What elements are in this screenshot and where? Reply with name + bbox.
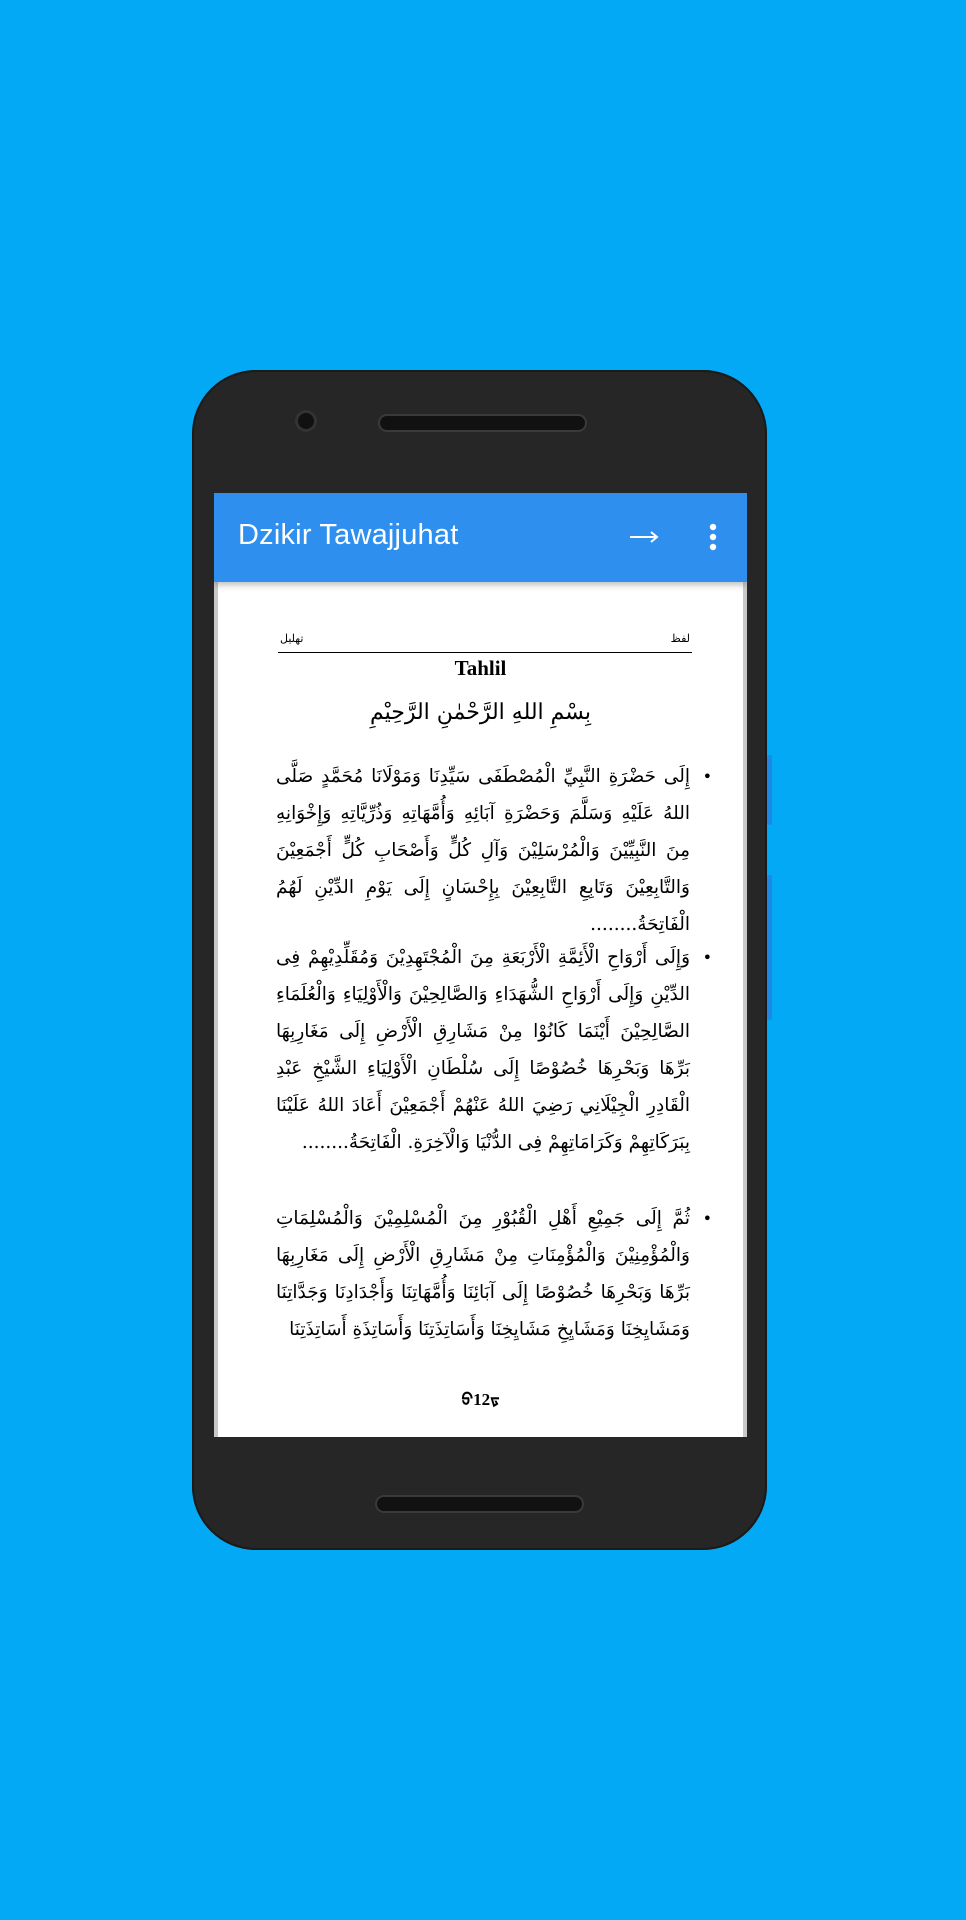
app-bar [214,493,747,582]
bullet-1: • [702,767,712,786]
page-number: ᢒ12ᢑ [461,1390,500,1409]
bullet-2: • [702,948,712,967]
more-vert-icon[interactable] [703,517,723,557]
basmala-text: بِسْمِ اللهِ الرَّحْمٰنِ الرَّحِيْمِ [369,700,592,725]
arrow-right-icon-svg [624,517,664,557]
more-vert-icon-svg [703,517,723,557]
bullet-3: • [702,1209,712,1228]
app-title: Dzikir Tawajjuhat [238,519,459,551]
phone-frame [192,370,767,1550]
device-screen [214,493,747,1437]
arrow-right-icon[interactable] [624,517,664,557]
paragraph-2 [276,939,712,1161]
volume-button [767,875,772,1020]
bottom-speaker [377,1497,582,1511]
header-right-label: لفظ [670,632,690,645]
header-left-label: تهليل [280,632,304,645]
paragraph-1-text: إِلَى حَضْرَةِ النَّبِيِّ الْمُصْطَفَى سَيِّدِنَا وَمَوْلَانَا مُحَمَّدٍ صَلَّى اللهُ عَلَيْهِ وَسَلَّمَ وَحَضْرَةِ آبَائِهِ وَأُمَّهَاتِهِ وَذُرِّيَّاتِهِ وَإِخْوَانِهِ مِنَ النَّبِيِّيْنَ وَالْمُرْسَلِيْنَ وَآلِ كُلٍّ وَأَصْحَابِ كُلٍّ أَجْمَعِيْنَ وَالتَّابِعِيْنَ وَتَابِعِ التَّابِعِيْنَ بِإِحْسَانٍ إِلَى يَوْمِ الدِّيْنِ لَهُمُ الْفَاتِحَةُ........ [276,766,690,935]
front-camera [298,413,314,429]
paragraph-1 [276,758,712,943]
page-header [278,630,692,653]
paragraph-3-text: ثُمَّ إِلَى جَمِيْعِ أَهْلِ الْقُبُوْرِ مِنَ الْمُسْلِمِيْنَ وَالْمُسْلِمَاتِ وَالْمُؤْمِنِيْنَ وَالْمُؤْمِنَاتِ مِنْ مَشَارِقِ الْأَرْضِ إِلَى مَغَارِبِهَا بَرِّهَا وَبَحْرِهَا خُصُوْصًا إِلَى آبَائِنَا وَأُمَّهَاتِنَا وَأَجْدَادِنَا وَجَدَّاتِنَا وَمَشَايِخِنَا وَمَشَايِخِ مَشَايِخِنَا وَأَسَاتِذَتِنَا وَأَسَاتِذَةِ أَسَاتِذَتِنَا [276,1208,690,1340]
top-speaker [380,416,585,430]
paragraph-2-text: وَإِلَى أَرْوَاحِ الْأَئِمَّةِ الْأَرْبَعَةِ مِنَ الْمُجْتَهِدِيْنَ وَمُقَلِّدِيْهِمْ فِى الدِّيْنِ وَإِلَى أَرْوَاحِ الشُّهَدَاءِ وَالصَّالِحِيْنَ وَالْأَوْلِيَاءِ وَالْعُلَمَاءِ الصَّالِحِيْنَ أَيْنَمَا كَانُوْا مِنْ مَشَارِقِ الْأَرْضِ إِلَى مَغَارِبِهَا بَرِّهَا وَبَحْرِهَا خُصُوْصًا إِلَى سُلْطَانِ الْأَوْلِيَاءِ الشَّيْخِ عَبْدِ الْقَادِرِ الْجِيْلَانِي رَضِيَ اللهُ عَنْهُمْ أَجْمَعِيْنَ أَعَادَ اللهُ عَلَيْنَا بِبَرَكَاتِهِمْ وَكَرَامَاتِهِمْ فِى الدُّنْيَا وَالْآخِرَةِ. الْفَاتِحَةُ........ [276,947,690,1153]
document-page[interactable] [214,582,747,1437]
paragraph-3 [276,1200,712,1348]
page-title: Tahlil [454,656,507,680]
power-button [767,755,772,825]
